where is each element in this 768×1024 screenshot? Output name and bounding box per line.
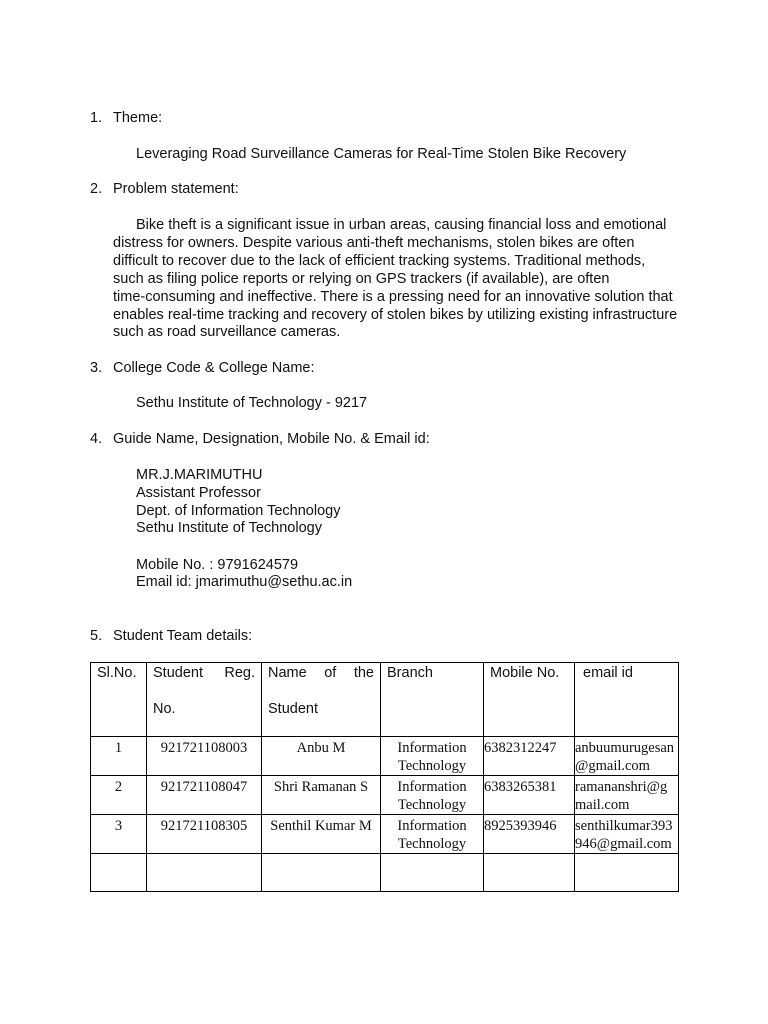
guide-institute: Sethu Institute of Technology bbox=[136, 520, 322, 536]
college-text: Sethu Institute of Technology - 9217 bbox=[136, 395, 368, 411]
problem-line: difficult to recover due to the lack of efficient tracking systems. Traditional methods, bbox=[113, 252, 646, 269]
section-number: 4. bbox=[90, 431, 103, 447]
problem-line: distress for owners. Despite various anti-theft mechanisms, stolen bikes are often bbox=[113, 234, 635, 251]
table-row bbox=[91, 815, 679, 854]
empty-cell bbox=[484, 854, 575, 892]
problem-line: such as road surveillance cameras. bbox=[113, 324, 341, 341]
problem-line: such as filing police reports or relying on GPS trackers (if available), are often bbox=[113, 270, 610, 287]
cell-slno: 3 bbox=[91, 815, 147, 854]
problem-line: Bike theft is a significant issue in urban areas, causing financial loss and emotional bbox=[136, 217, 667, 233]
table-row-empty bbox=[91, 854, 679, 892]
cell-student-name: Shri Ramanan S bbox=[262, 776, 381, 815]
header-reg-no: Student Reg. No. bbox=[147, 663, 262, 737]
cell-student-name: Senthil Kumar M bbox=[262, 815, 381, 854]
guide-department: Dept. of Information Technology bbox=[136, 503, 341, 519]
guide-designation: Assistant Professor bbox=[136, 485, 261, 501]
empty-cell bbox=[381, 854, 484, 892]
theme-heading: Theme: bbox=[113, 110, 163, 126]
cell-student-name: Anbu M bbox=[262, 737, 381, 776]
cell-reg-no: 921721108047 bbox=[147, 776, 262, 815]
section-number: 1. bbox=[90, 110, 103, 126]
header-student-name: Name of the Student bbox=[262, 663, 381, 737]
cell-email: anbuumurugesan@gmail.com bbox=[575, 737, 679, 776]
table-header-row bbox=[91, 663, 679, 737]
cell-branch: Information Technology bbox=[381, 815, 484, 854]
cell-reg-no: 921721108003 bbox=[147, 737, 262, 776]
empty-cell bbox=[262, 854, 381, 892]
problem-line: time-consuming and ineffective. There is a pressing need for an innovative solution that bbox=[113, 288, 673, 305]
problem-paragraph bbox=[113, 217, 713, 342]
college-heading: College Code & College Name: bbox=[113, 360, 315, 376]
cell-slno: 2 bbox=[91, 776, 147, 815]
cell-mobile: 6383265381 bbox=[484, 776, 575, 815]
cell-email: ramananshri@gmail.com bbox=[575, 776, 679, 815]
section-number: 3. bbox=[90, 360, 103, 376]
cell-email: senthilkumar393946@gmail.com bbox=[575, 815, 679, 854]
cell-mobile: 6382312247 bbox=[484, 737, 575, 776]
header-mobile: Mobile No. bbox=[484, 663, 575, 737]
cell-slno: 1 bbox=[91, 737, 147, 776]
theme-text: Leveraging Road Surveillance Cameras for Real-Time Stolen Bike Recovery bbox=[136, 146, 627, 162]
guide-name: MR.J.MARIMUTHU bbox=[136, 467, 263, 483]
cell-reg-no: 921721108305 bbox=[147, 815, 262, 854]
cell-branch: Information Technology bbox=[381, 776, 484, 815]
cell-mobile: 8925393946 bbox=[484, 815, 575, 854]
cell-branch: Information Technology bbox=[381, 737, 484, 776]
table-row bbox=[91, 776, 679, 815]
table-row bbox=[91, 737, 679, 776]
guide-mobile: Mobile No. : 9791624579 bbox=[136, 557, 299, 573]
header-slno: Sl.No. bbox=[91, 663, 147, 737]
team-heading: Student Team details: bbox=[113, 628, 253, 644]
empty-cell bbox=[575, 854, 679, 892]
guide-heading: Guide Name, Designation, Mobile No. & Email id: bbox=[113, 431, 430, 447]
student-team-table bbox=[90, 662, 679, 892]
section-number: 2. bbox=[90, 181, 103, 197]
guide-email: Email id: jmarimuthu@sethu.ac.in bbox=[136, 574, 353, 590]
header-branch: Branch bbox=[381, 663, 484, 737]
problem-line: enables real-time tracking and recovery of stolen bikes by utilizing existing infrastructure bbox=[113, 306, 678, 323]
empty-cell bbox=[91, 854, 147, 892]
empty-cell bbox=[147, 854, 262, 892]
problem-heading: Problem statement: bbox=[113, 181, 239, 197]
section-number: 5. bbox=[90, 628, 103, 644]
header-email: email id bbox=[575, 663, 679, 737]
